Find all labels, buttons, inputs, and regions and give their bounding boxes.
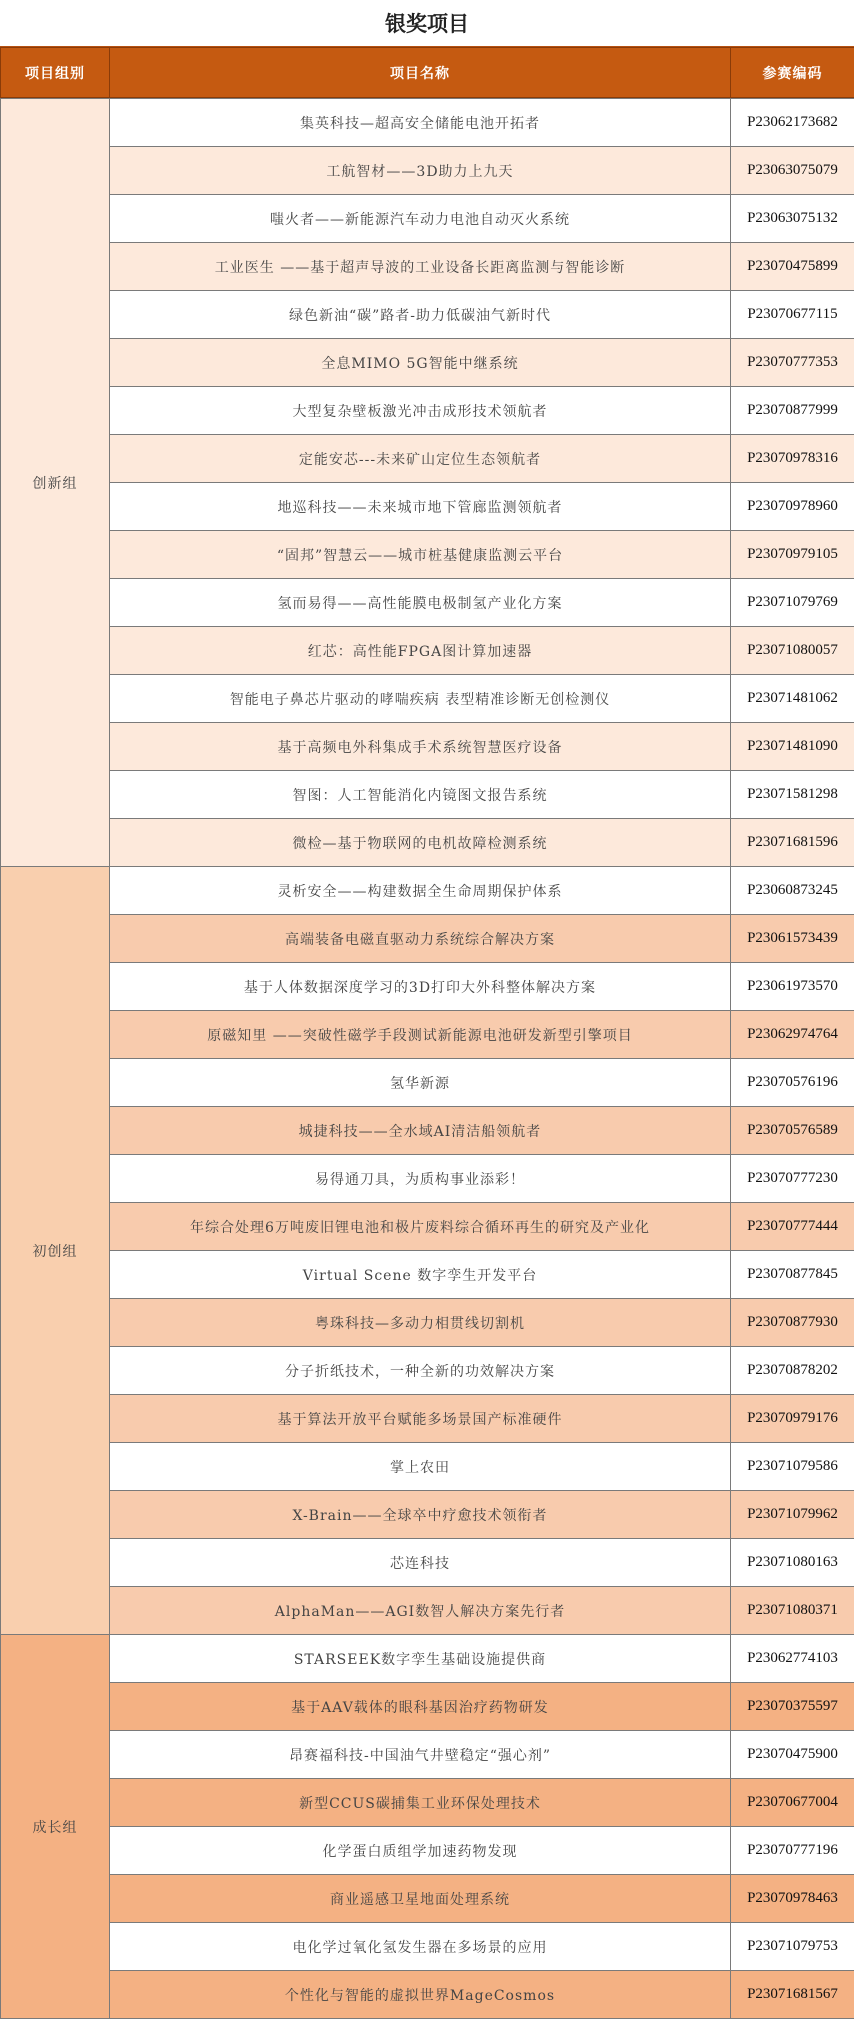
table-row [1,1827,854,1875]
project-name: 芯连科技 [110,1539,731,1587]
project-name: 掌上农田 [110,1443,731,1491]
table-row [1,483,854,531]
table-row [1,1731,854,1779]
table-row [1,723,854,771]
group-label: 成长组 [1,1635,110,2019]
entry-code: P23070677115 [731,291,854,339]
entry-code: P23071080371 [731,1587,854,1635]
project-name: 氢华新源 [110,1059,731,1107]
table-row [1,1107,854,1155]
project-name: 大型复杂壁板激光冲击成形技术领航者 [110,387,731,435]
header-name: 项目名称 [110,48,731,98]
entry-code: P23071481090 [731,723,854,771]
project-name: 易得通刀具，为质构事业添彩！ [110,1155,731,1203]
table-row [1,1779,854,1827]
entry-code: P23070475900 [731,1731,854,1779]
table-row [1,1539,854,1587]
entry-code: P23070375597 [731,1683,854,1731]
entry-code: P23062774103 [731,1635,854,1683]
entry-code: P23060873245 [731,867,854,915]
page-title: 银奖项目 [0,0,854,47]
table-row [1,867,854,915]
project-name: 个性化与智能的虚拟世界MageCosmos [110,1971,731,2019]
entry-code: P23071079769 [731,579,854,627]
table-row [1,1971,854,2019]
project-name: X-Brain——全球卒中疗愈技术领衔者 [110,1491,731,1539]
project-name: 原磁知里 ——突破性磁学手段测试新能源电池研发新型引擎项目 [110,1011,731,1059]
entry-code: P23061973570 [731,963,854,1011]
project-name: 集英科技—超高安全储能电池开拓者 [110,99,731,147]
table-row [1,1299,854,1347]
entry-code: P23062173682 [731,99,854,147]
entry-code: P23070877999 [731,387,854,435]
entry-code: P23070978316 [731,435,854,483]
project-name: 智能电子鼻芯片驱动的哮喘疾病 表型精准诊断无创检测仪 [110,675,731,723]
table-row [1,1923,854,1971]
header-group: 项目组别 [1,48,110,98]
group-label: 初创组 [1,867,110,1635]
entry-code: P23071079962 [731,1491,854,1539]
entry-code: P23070777444 [731,1203,854,1251]
entry-code: P23070475899 [731,243,854,291]
awards-table [0,47,854,98]
project-name: 电化学过氧化氢发生器在多场景的应用 [110,1923,731,1971]
table-row [1,1251,854,1299]
table-row [1,1491,854,1539]
entry-code: P23070777353 [731,339,854,387]
entry-code: P23071481062 [731,675,854,723]
table-row [1,435,854,483]
table-row [1,1011,854,1059]
project-name: AlphaMan——AGI数智人解决方案先行者 [110,1587,731,1635]
table-row [1,963,854,1011]
entry-code: P23071681596 [731,819,854,867]
group-section [1,867,854,1635]
entry-code: P23070978960 [731,483,854,531]
group-section [1,1635,854,2019]
project-name: 粤珠科技—多动力相贯线切割机 [110,1299,731,1347]
entry-code: P23070576196 [731,1059,854,1107]
awards-table-body [0,98,854,2019]
table-row [1,1347,854,1395]
table-row [1,387,854,435]
table-row [1,1059,854,1107]
project-name: 基于高频电外科集成手术系统智慧医疗设备 [110,723,731,771]
entry-code: P23062974764 [731,1011,854,1059]
entry-code: P23070777196 [731,1827,854,1875]
project-name: “固邦”智慧云——城市桩基健康监测云平台 [110,531,731,579]
entry-code: P23070979176 [731,1395,854,1443]
entry-code: P23070979105 [731,531,854,579]
table-row [1,1203,854,1251]
table-row [1,1635,854,1683]
entry-code: P23070877845 [731,1251,854,1299]
project-name: 基于AAV载体的眼科基因治疗药物研发 [110,1683,731,1731]
project-name: 嗤火者——新能源汽车动力电池自动灭火系统 [110,195,731,243]
project-name: 灵析安全——构建数据全生命周期保护体系 [110,867,731,915]
project-name: 工业医生 ——基于超声导波的工业设备长距离监测与智能诊断 [110,243,731,291]
table-row [1,147,854,195]
table-row [1,915,854,963]
group-label: 创新组 [1,99,110,867]
project-name: 基于算法开放平台赋能多场景国产标准硬件 [110,1395,731,1443]
group-section [1,99,854,867]
entry-code: P23070978463 [731,1875,854,1923]
table-row [1,579,854,627]
project-name: 昂赛福科技-中国油气井壁稳定“强心剂” [110,1731,731,1779]
project-name: 商业遥感卫星地面处理系统 [110,1875,731,1923]
project-name: 红芯：高性能FPGA图计算加速器 [110,627,731,675]
project-name: 定能安芯---未来矿山定位生态领航者 [110,435,731,483]
project-name: 分子折纸技术，一种全新的功效解决方案 [110,1347,731,1395]
project-name: 智图：人工智能消化内镜图文报告系统 [110,771,731,819]
header-code: 参赛编码 [731,48,854,98]
entry-code: P23070777230 [731,1155,854,1203]
project-name: 绿色新油“碳”路者-助力低碳油气新时代 [110,291,731,339]
table-row [1,1395,854,1443]
project-name: 化学蛋白质组学加速药物发现 [110,1827,731,1875]
entry-code: P23070878202 [731,1347,854,1395]
entry-code: P23070576589 [731,1107,854,1155]
table-row [1,675,854,723]
project-name: 高端装备电磁直驱动力系统综合解决方案 [110,915,731,963]
entry-code: P23071079753 [731,1923,854,1971]
entry-code: P23070877930 [731,1299,854,1347]
entry-code: P23063075132 [731,195,854,243]
table-row [1,339,854,387]
table-row [1,243,854,291]
project-name: 微检—基于物联网的电机故障检测系统 [110,819,731,867]
table-row [1,1587,854,1635]
project-name: 氢而易得——高性能膜电极制氢产业化方案 [110,579,731,627]
project-name: STARSEEK数字孪生基础设施提供商 [110,1635,731,1683]
project-name: 基于人体数据深度学习的3D打印大外科整体解决方案 [110,963,731,1011]
project-name: 全息MIMO 5G智能中继系统 [110,339,731,387]
entry-code: P23071079586 [731,1443,854,1491]
project-name: 工航智材——3D助力上九天 [110,147,731,195]
table-row [1,819,854,867]
entry-code: P23063075079 [731,147,854,195]
entry-code: P23061573439 [731,915,854,963]
entry-code: P23070677004 [731,1779,854,1827]
entry-code: P23071581298 [731,771,854,819]
table-row [1,291,854,339]
project-name: 新型CCUS碳捕集工业环保处理技术 [110,1779,731,1827]
table-row [1,1875,854,1923]
entry-code: P23071681567 [731,1971,854,2019]
table-row [1,627,854,675]
project-name: 地巡科技——未来城市地下管廊监测领航者 [110,483,731,531]
entry-code: P23071080057 [731,627,854,675]
entry-code: P23071080163 [731,1539,854,1587]
project-name: Virtual Scene 数字孪生开发平台 [110,1251,731,1299]
table-header [1,48,854,98]
table-row [1,195,854,243]
table-row [1,771,854,819]
project-name: 年综合处理6万吨废旧锂电池和极片废料综合循环再生的研究及产业化 [110,1203,731,1251]
table-row [1,99,854,147]
header-row [1,48,854,98]
table-row [1,1683,854,1731]
project-name: 城捷科技——全水域AI清洁船领航者 [110,1107,731,1155]
table-row [1,1155,854,1203]
table-row [1,1443,854,1491]
table-row [1,531,854,579]
